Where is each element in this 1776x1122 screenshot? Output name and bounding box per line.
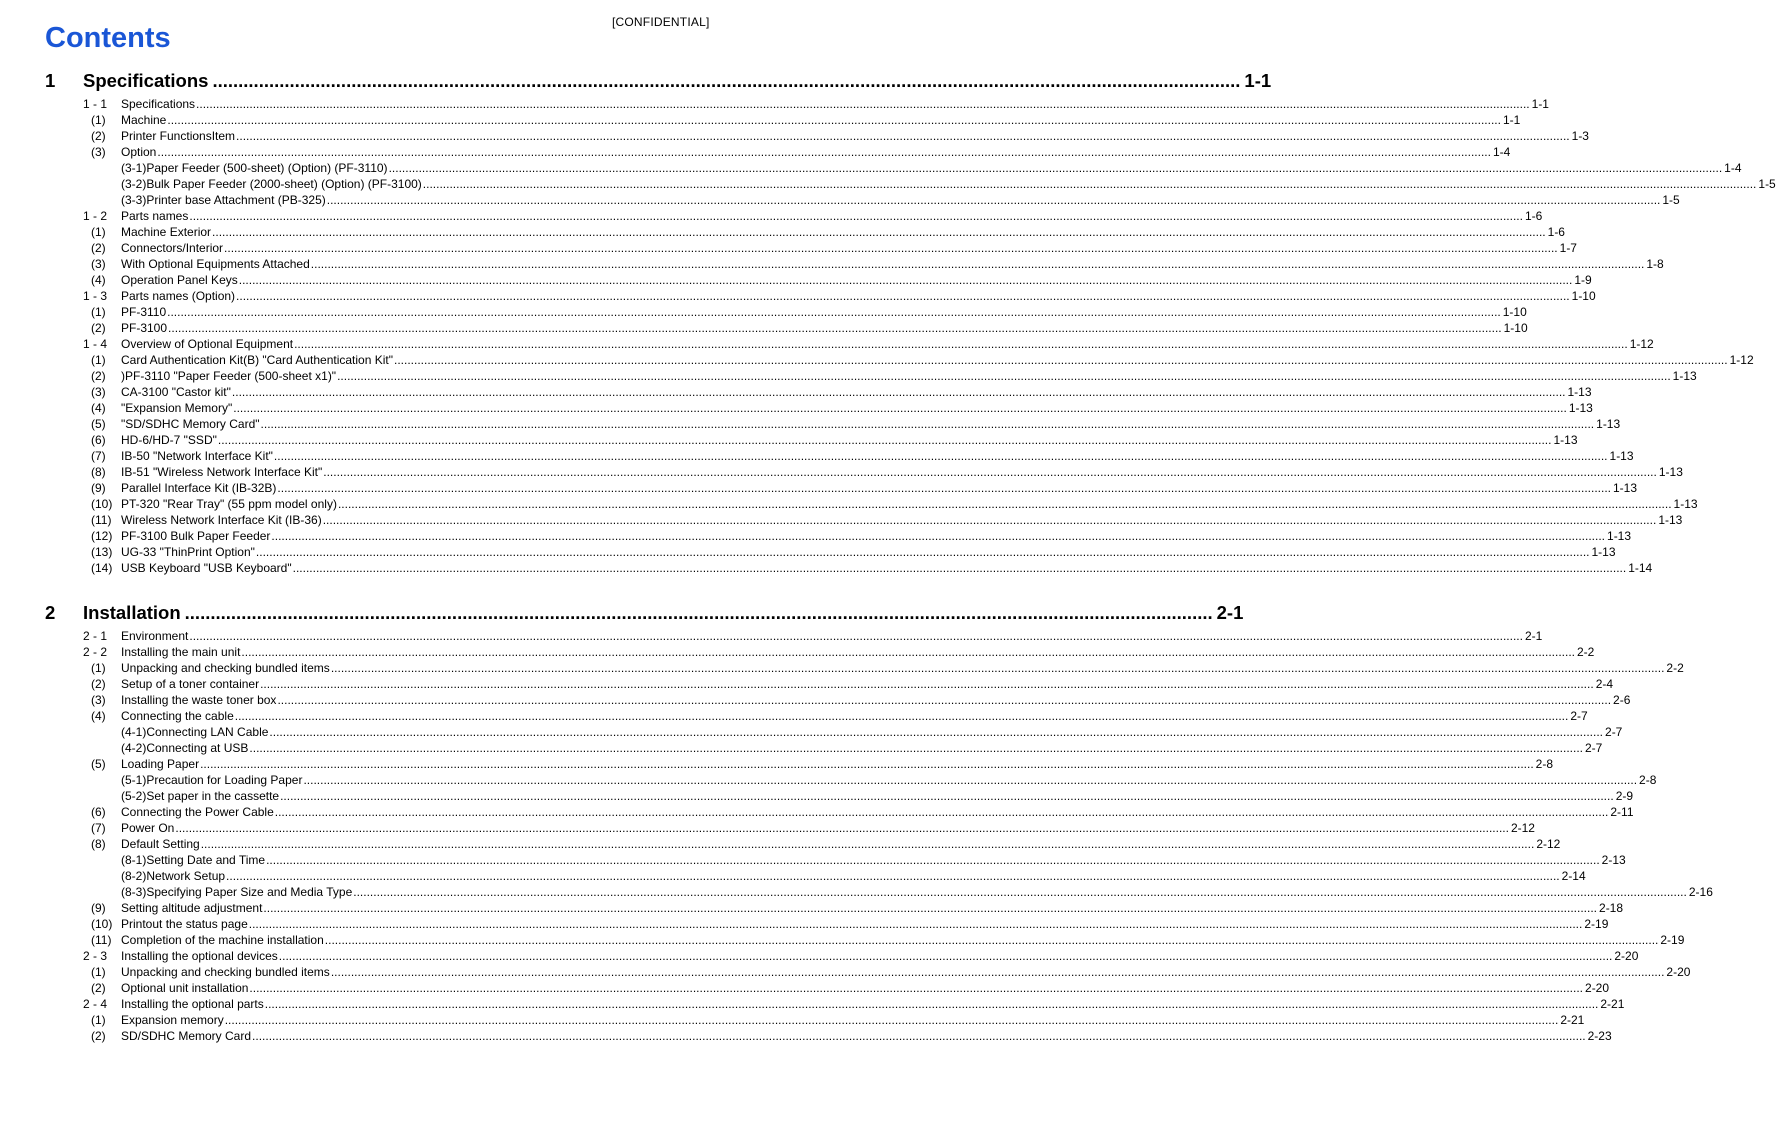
entry-page: 2-7 [1585,741,1603,755]
entry-number: (1) [91,113,106,127]
entry-page: 1-6 [1524,209,1543,223]
entry-number: (10) [91,497,113,511]
entry-page: 1-13 [1568,401,1593,415]
dot-leader: ................................................................................................................................................................................................................................................................................................................................................................................................................ [217,433,1552,447]
toc-entry[interactable] [0,512,1683,528]
entry-number: (10) [91,917,113,931]
dot-leader: ................................................................................................................................................................................................................................................................................................................................................................................................................ [167,113,1501,127]
entry-title: Installing the optional devices [121,949,278,963]
entry-title: (4-2)Connecting at USB [121,741,249,755]
entry-number: (2) [91,369,106,383]
dot-leader: ................................................................................................................................................................................................................................................................................................................................................................................................................ [175,821,1509,835]
entry-page: 1-8 [1646,257,1664,271]
entry-page: 1-13 [1672,369,1697,383]
dot-leader: ................................................................................................................................................................................................................................................................................................................................................................................................................ [196,97,1530,111]
dot-leader: ................................................................................................................................................................................................................................................................................................................................................................................................................ [330,661,1665,675]
dot-leader: ................................................................................................................................................................................................................................................................................................................................................................................................................ [231,385,1566,399]
dot-leader: ................................................................................................................................................................................................................................................................................................................................................................................................................ [248,917,1583,931]
entry-page: 2-1 [1524,629,1543,643]
toc-entry[interactable] [0,980,1610,996]
toc-entry[interactable] [0,676,1614,692]
dot-leader: ................................................................................................................................................................................................................................................................................................................................................................................................................ [310,257,1645,271]
entry-title: Environment [121,629,189,643]
toc-entry[interactable] [0,416,1621,432]
entry-number: (12) [91,529,113,543]
entry-title: Default Setting [121,837,200,851]
dot-leader: ................................................................................................................................................................................................................................................................................................................................................................................................................ [271,529,1606,543]
entry-title: Optional unit installation [121,981,249,995]
entry-title: Installing the waste toner box [121,693,277,707]
entry-title: Machine Exterior [121,225,212,239]
toc-entry[interactable] [0,868,1586,884]
entry-title: Loading Paper [121,757,200,771]
entry-number: (4) [91,273,106,287]
entry-title: (3-2)Bulk Paper Feeder (2000-sheet) (Option) (PF-3100) [121,177,422,191]
toc-entry[interactable] [0,160,1742,176]
section-heading[interactable] [0,70,1272,94]
entry-page: 2-2 [1577,645,1595,659]
entry-page: 1-3 [1571,129,1589,143]
entry-title: "SD/SDHC Memory Card" [121,417,260,431]
entry-title: Connectors/Interior [121,241,224,255]
dot-leader: ................................................................................................................................................................................................................................................................................................................................................................................................................ [337,369,1671,383]
entry-title: PF-3100 Bulk Paper Feeder [121,529,271,543]
section-title: Installation [83,602,181,623]
entry-page: 2-18 [1599,901,1624,915]
toc-entry[interactable] [0,560,1653,576]
entry-title: Overview of Optional Equipment [121,337,294,351]
toc-entry[interactable] [0,256,1664,272]
toc-entry[interactable] [0,496,1698,512]
entry-page: 2-13 [1601,853,1626,867]
toc-entry[interactable] [0,948,1639,964]
dot-leader: ................................................................................................................................................................................................................................................................................................................................................................................................................ [277,481,1611,495]
entry-page: 1-13 [1596,417,1621,431]
entry-page: 2-6 [1613,693,1631,707]
dot-leader: ................................................................................................................................................................................................................................................................................................................................................................................................................ [326,193,1661,207]
dot-leader: ................................................................................................................................................................................................................................................................................................................................................................................................................ [236,289,1570,303]
entry-title: SD/SDHC Memory Card [121,1029,252,1043]
dot-leader: ................................................................................................................................................................................................................................................................................................................................................................................................................ [189,629,1523,643]
toc-entry[interactable] [0,176,1776,192]
dot-leader: ................................................................................................................................................................................................................................................................................................................................................................................................................ [294,337,1628,351]
entry-title: Connecting the Power Cable [121,805,274,819]
toc-entry[interactable] [0,644,1595,660]
toc-entry[interactable] [0,544,1616,560]
entry-number: (4) [91,709,106,723]
entry-number: (3) [91,145,106,159]
entry-page: 1-13 [1609,449,1634,463]
entry-page: 2-16 [1688,885,1713,899]
entry-title: UG-33 "ThinPrint Option" [121,545,255,559]
entry-number: (2) [91,1029,106,1043]
entry-page: 2-19 [1660,933,1685,947]
entry-page: 1-10 [1571,289,1596,303]
entry-title: "Expansion Memory" [121,401,233,415]
entry-page: 2-2 [1666,661,1684,675]
toc-entry[interactable] [0,384,1592,400]
toc-entry[interactable] [0,804,1634,820]
entry-page: 1-5 [1758,177,1776,191]
entry-page: 1-4 [1492,145,1511,159]
entry-page: 2-12 [1510,821,1535,835]
toc-entry[interactable] [0,112,1521,128]
section-page: 1-1 [1244,70,1272,91]
entry-page: 1-13 [1673,497,1698,511]
section-heading[interactable] [0,602,1244,626]
entry-title: IB-50 "Network Interface Kit" [121,449,273,463]
dot-leader: ................................................................................................................................................................................................................................................................................................................................................................................................................ [200,837,1535,851]
dot-leader: ................................................................................................................................................................................................................................................................................................................................................................................................................ [157,145,1491,159]
toc-entry[interactable] [0,144,1511,160]
entry-page: 2-21 [1600,997,1625,1011]
entry-title: Completion of the machine installation [121,933,324,947]
toc-entry[interactable] [0,660,1684,676]
entry-title: (8-1)Setting Date and Time [121,853,266,867]
dot-leader: ................................................................................................................................................................................................................................................................................................................................................................................................................ [274,805,1609,819]
dot-leader: ................................................................................................................................................................................................................................................................................................................................................................................................................ [252,1029,1586,1043]
entry-title: Installing the main unit [121,645,241,659]
dot-leader: ................................................................................................................................................................................................................................................................................................................................................................................................................ [249,981,1584,995]
entry-page: 2-20 [1666,965,1691,979]
entry-number: (2) [91,981,106,995]
entry-page: 2-7 [1605,725,1623,739]
entry-number: (4) [91,401,106,415]
dot-leader: ................................................................................................................................................................................................................................................................................................................................................................................................................ [263,901,1598,915]
entry-title: HD-6/HD-7 "SSD" [121,433,217,447]
dot-leader: ................................................................................................................................................................................................................................................................................................................................................................................................................ [249,741,1583,755]
entry-page: 2-14 [1561,869,1586,883]
entry-title: Parallel Interface Kit (IB-32B) [121,481,277,495]
entry-title: Unpacking and checking bundled items [121,661,330,675]
entry-title: CA-3100 "Castor kit" [121,385,231,399]
entry-title: Option [121,145,157,159]
toc-entry[interactable] [0,1012,1585,1028]
entry-title: (5-1)Precaution for Loading Paper [121,773,303,787]
dot-leader: ................................................................................................................................................................................................................................................................................................................................................................................................................ [224,1013,1559,1027]
entry-page: 2-21 [1560,1013,1585,1027]
dot-leader: ................................................................................................................................................................................................................................................................................................................................................................................................................ [323,465,1657,479]
entry-number: (3) [91,385,106,399]
toc-entry[interactable] [0,692,1631,708]
dot-leader: ................................................................................................................................................................................................................................................................................................................................................................................................................ [388,161,1723,175]
dot-leader: ................................................................................................................................................................................................................................................................................................................................................................................................................ [200,757,1534,771]
entry-title: Printout the status page [121,917,248,931]
entry-number: (1) [91,661,106,675]
toc-entry[interactable] [0,208,1543,224]
entry-title: Parts names [121,209,189,223]
entry-title: Printer FunctionsItem [121,129,236,143]
entry-number: (1) [91,225,106,239]
entry-number: 2 - 2 [83,645,108,659]
dot-leader: ................................................................................................................................................................................................................................................................................................................................................................................................................ [422,177,1757,191]
toc-entry[interactable] [0,464,1683,480]
entry-number: (9) [91,481,106,495]
entry-title: (3-1)Paper Feeder (500-sheet) (Option) (PF-3110) [121,161,388,175]
page-title: Contents [45,22,171,54]
entry-page: 1-9 [1574,273,1592,287]
entry-title: (3-3)Printer base Attachment (PB-325) [121,193,326,207]
toc-entry[interactable] [0,304,1527,320]
entry-number: (1) [91,305,106,319]
toc-entry[interactable] [0,192,1680,208]
entry-title: Setup of a toner container [121,677,260,691]
toc-entry[interactable] [0,724,1623,740]
toc-entry[interactable] [0,368,1697,384]
dot-leader: ................................................................................................................................................................................................................................................................................................................................................................................................................ [241,645,1575,659]
entry-title: PF-3110 [121,305,167,319]
entry-number: 1 - 4 [83,337,108,351]
section-number: 1 [45,70,56,91]
entry-number: (8) [91,465,106,479]
dot-leader: ................................................................................................................................................................................................................................................................................................................................................................................................................ [394,353,1728,367]
entry-page: 1-13 [1567,385,1592,399]
entry-number: (11) [91,513,112,527]
entry-page: 1-5 [1662,193,1680,207]
entry-title: Operation Panel Keys [121,273,238,287]
dot-leader: ................................................................................................................................................................................................................................................................................................................................................................................................................ [269,725,1604,739]
entry-title: Installing the optional parts [121,997,264,1011]
toc-entry[interactable] [0,916,1609,932]
toc-entry[interactable] [0,1028,1612,1044]
dot-leader: ................................................................................................................................................................................................................................................................................................................................................................................................................ [212,225,1546,239]
dot-leader: ................................................................................................................................................................................................................................................................................................................................................................................................................ [260,417,1595,431]
dot-leader: ................................................................................................................................................................................................................................................................................................................................................................................................................ [260,677,1594,691]
dot-leader: ........................................................................................................................................................................................................ [184,602,1213,623]
entry-number: 1 - 3 [83,289,108,303]
entry-title: USB Keyboard "USB Keyboard" [121,561,292,575]
entry-page: 1-13 [1591,545,1616,559]
entry-page: 1-1 [1531,97,1549,111]
entry-title: (8-2)Network Setup [121,869,226,883]
entry-number: (13) [91,545,113,559]
entry-page: 1-12 [1729,353,1754,367]
toc-entry[interactable] [0,352,1754,368]
entry-page: 1-12 [1629,337,1654,351]
entry-page: 1-6 [1547,225,1565,239]
entry-page: 2-7 [1570,709,1588,723]
entry-number: (11) [91,933,112,947]
entry-page: 1-4 [1724,161,1742,175]
toc-entry[interactable] [0,772,1657,788]
dot-leader: ................................................................................................................................................................................................................................................................................................................................................................................................................ [303,773,1638,787]
toc-entry[interactable] [0,400,1593,416]
entry-number: 2 - 3 [83,949,108,963]
entry-page: 2-20 [1614,949,1639,963]
dot-leader: ................................................................................................................................................................................................................................................................................................................................................................................................................ [255,545,1590,559]
dot-leader: ................................................................................................................................................................................................................................................................................................................................................................................................................ [273,449,1608,463]
entry-page: 2-8 [1535,757,1554,771]
toc-entry[interactable] [0,288,1596,304]
dot-leader: ................................................................................................................................................................................................................................................................................................................................................................................................................ [292,561,1627,575]
entry-number: (6) [91,433,106,447]
entry-title: Setting altitude adjustment [121,901,263,915]
dot-leader: ................................................................................................................................................................................................................................................................................................................................................................................................................ [238,273,1573,287]
entry-number: (1) [91,965,106,979]
toc-entry[interactable] [0,756,1554,772]
entry-title: (5-2)Set paper in the cassette [121,789,280,803]
confidential-label: [CONFIDENTIAL] [612,15,710,29]
entry-title: Power On [121,821,175,835]
entry-title: (4-1)Connecting LAN Cable [121,725,269,739]
toc-entry[interactable] [0,336,1654,352]
dot-leader: ................................................................................................................................................................................................................................................................................................................................................................................................................ [324,933,1659,947]
entry-page: 1-13 [1607,529,1632,543]
entry-number: (2) [91,677,106,691]
entry-number: (14) [91,561,113,575]
entry-page: 2-8 [1639,773,1657,787]
toc-entry[interactable] [0,708,1588,724]
dot-leader: ................................................................................................................................................................................................................................................................................................................................................................................................................ [337,497,1672,511]
toc-entry[interactable] [0,128,1589,144]
entry-title: PF-3100 [121,321,168,335]
toc-entry[interactable] [0,932,1685,948]
toc-entry[interactable] [0,628,1543,644]
toc-entry[interactable] [0,224,1565,240]
entry-title: )PF-3110 "Paper Feeder (500-sheet x1)" [121,369,337,383]
toc-entry[interactable] [0,320,1528,336]
entry-number: (7) [91,449,106,463]
entry-number: 1 - 2 [83,209,108,223]
entry-number: (2) [91,241,106,255]
entry-page: 2-11 [1610,805,1634,819]
entry-number: (1) [91,1013,106,1027]
entry-page: 1-10 [1502,305,1527,319]
dot-leader: ................................................................................................................................................................................................................................................................................................................................................................................................................ [234,709,1569,723]
toc-entry[interactable] [0,740,1603,756]
entry-number: (2) [91,321,106,335]
dot-leader: ................................................................................................................................................................................................................................................................................................................................................................................................................ [224,241,1558,255]
entry-number: (9) [91,901,106,915]
dot-leader: ................................................................................................................................................................................................................................................................................................................................................................................................................ [353,885,1687,899]
entry-page: 2-19 [1584,917,1609,931]
dot-leader: ........................................................................................................................................................................................................ [212,70,1241,91]
entry-title: With Optional Equipments Attached [121,257,310,271]
dot-leader: ................................................................................................................................................................................................................................................................................................................................................................................................................ [233,401,1567,415]
dot-leader: ................................................................................................................................................................................................................................................................................................................................................................................................................ [236,129,1570,143]
entry-title: PT-320 "Rear Tray" (55 ppm model only) [121,497,337,511]
entry-title: Connecting the cable [121,709,234,723]
entry-number: (3) [91,693,106,707]
entry-title: Expansion memory [121,1013,224,1027]
entry-page: 1-13 [1613,481,1638,495]
entry-page: 2-4 [1595,677,1614,691]
entry-page: 1-13 [1658,465,1683,479]
section-page: 2-1 [1216,602,1244,623]
entry-title: Card Authentication Kit(B) "Card Authentication Kit" [121,353,393,367]
dot-leader: ................................................................................................................................................................................................................................................................................................................................................................................................................ [167,305,1501,319]
entry-number: (5) [91,417,106,431]
toc-entry[interactable] [0,884,1713,900]
entry-page: 1-13 [1553,433,1578,447]
entry-number: 2 - 4 [83,997,108,1011]
entry-number: (8) [91,837,106,851]
entry-number: 1 - 1 [83,97,108,111]
toc-entry[interactable] [0,240,1577,256]
entry-page: 1-1 [1502,113,1521,127]
dot-leader: ................................................................................................................................................................................................................................................................................................................................................................................................................ [264,997,1599,1011]
entry-page: 1-13 [1658,513,1683,527]
entry-page: 2-12 [1536,837,1561,851]
entry-page: 1-14 [1628,561,1653,575]
entry-title: IB-51 "Wireless Network Interface Kit" [121,465,323,479]
dot-leader: ................................................................................................................................................................................................................................................................................................................................................................................................................ [189,209,1523,223]
entry-number: (2) [91,129,106,143]
section-title: Specifications [83,70,209,91]
toc-entry[interactable] [0,448,1634,464]
entry-number: (1) [91,353,106,367]
toc-entry[interactable] [0,480,1638,496]
entry-page: 1-7 [1559,241,1577,255]
entry-number: (5) [91,757,106,771]
toc-entry[interactable] [0,900,1624,916]
dot-leader: ................................................................................................................................................................................................................................................................................................................................................................................................................ [168,321,1502,335]
toc-entry[interactable] [0,432,1578,448]
entry-page: 2-9 [1615,789,1634,803]
entry-title: Unpacking and checking bundled items [121,965,330,979]
entry-number: 2 - 1 [83,629,108,643]
toc-entry[interactable] [0,528,1632,544]
section-number: 2 [45,602,56,623]
dot-leader: ................................................................................................................................................................................................................................................................................................................................................................................................................ [322,513,1657,527]
dot-leader: ................................................................................................................................................................................................................................................................................................................................................................................................................ [330,965,1665,979]
toc-entry[interactable] [0,836,1561,852]
toc-entry[interactable] [0,964,1691,980]
entry-title: Wireless Network Interface Kit (IB-36) [121,513,322,527]
dot-leader: ................................................................................................................................................................................................................................................................................................................................................................................................................ [280,789,1614,803]
dot-leader: ................................................................................................................................................................................................................................................................................................................................................................................................................ [266,853,1600,867]
entry-number: (7) [91,821,106,835]
entry-title: Machine [121,113,167,127]
dot-leader: ................................................................................................................................................................................................................................................................................................................................................................................................................ [226,869,1560,883]
toc-entry[interactable] [0,272,1592,288]
toc-entry[interactable] [0,96,1549,112]
dot-leader: ................................................................................................................................................................................................................................................................................................................................................................................................................ [277,693,1612,707]
toc-entry[interactable] [0,788,1634,804]
dot-leader: ................................................................................................................................................................................................................................................................................................................................................................................................................ [278,949,1613,963]
toc-entry[interactable] [0,852,1626,868]
entry-title: Specifications [121,97,196,111]
entry-title: Parts names (Option) [121,289,236,303]
entry-number: (3) [91,257,106,271]
entry-page: 2-23 [1587,1029,1612,1043]
entry-page: 1-10 [1503,321,1528,335]
toc-entry[interactable] [0,820,1535,836]
entry-title: (8-3)Specifying Paper Size and Media Type [121,885,353,899]
entry-page: 2-20 [1585,981,1610,995]
entry-number: (6) [91,805,106,819]
toc-entry[interactable] [0,996,1625,1012]
